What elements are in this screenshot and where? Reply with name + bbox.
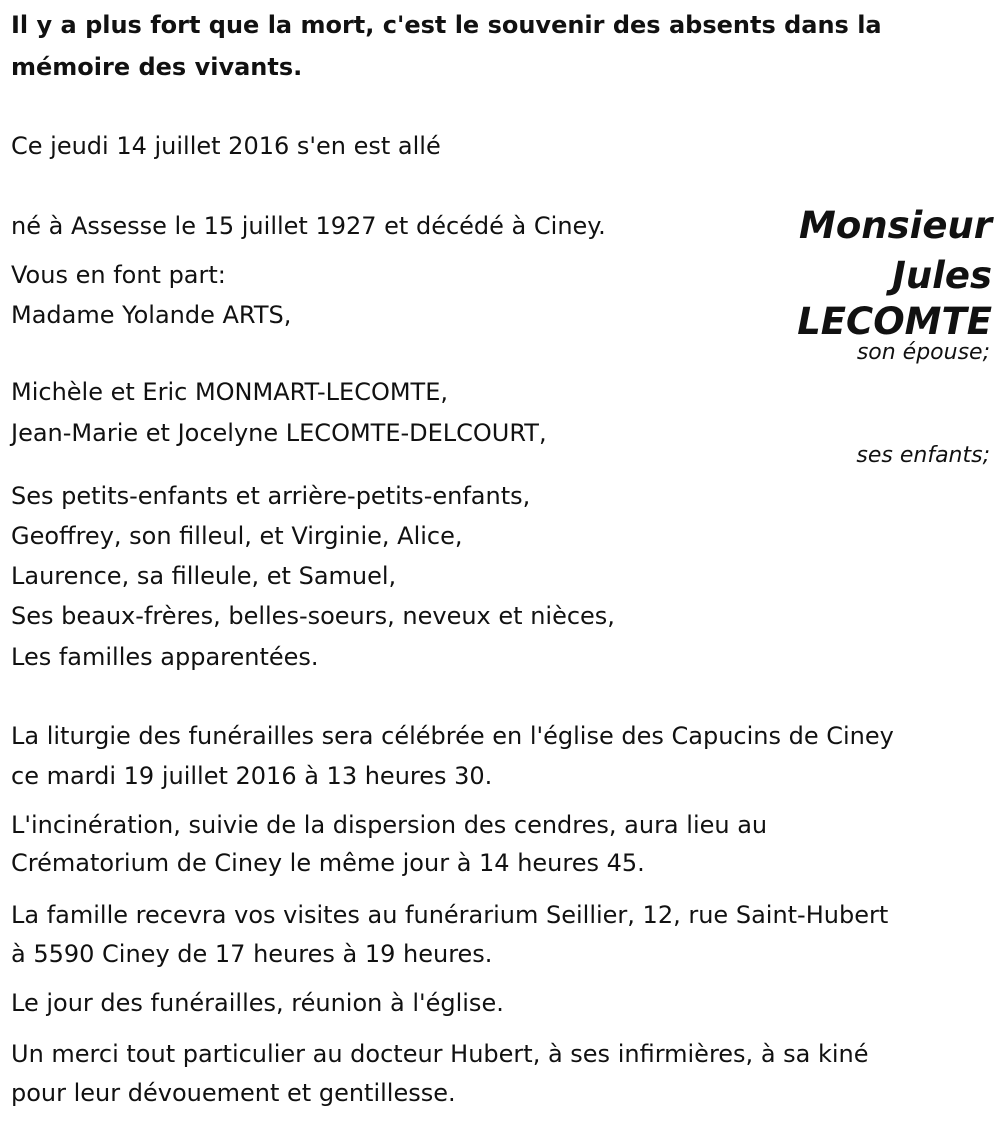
epigraph-line-2: mémoire des vivants.: [11, 53, 303, 81]
family-line-1: Ses petits-enfants et arrière-petits-enfants,: [11, 482, 531, 510]
deceased-first-name: Jules: [892, 254, 992, 297]
family-line-3: Laurence, sa filleule, et Samuel,: [11, 562, 397, 590]
child-line-1: Michèle et Eric MONMART-LECOMTE,: [11, 378, 449, 406]
ceremony-line-1: La liturgie des funérailles sera célébrée en l'église des Capucins de Ciney: [11, 722, 894, 750]
cremation-line-1: L'incinération, suivie de la dispersion des cendres, aura lieu au: [11, 811, 768, 839]
child-line-2: Jean-Marie et Jocelyne LECOMTE-DELCOURT,: [11, 419, 547, 447]
funeral-meeting-text: Le jour des funérailles, réunion à l'église.: [11, 989, 504, 1017]
thanks-line-1: Un merci tout particulier au docteur Hubert, à ses infirmières, à sa kiné: [11, 1040, 869, 1068]
birth-death-text: né à Assesse le 15 juillet 1927 et décédé à Ciney.: [11, 212, 606, 240]
announcers-intro: Vous en font part:: [11, 261, 226, 289]
cremation-line-2: Crématorium de Ciney le même jour à 14 heures 45.: [11, 849, 645, 877]
intro-text: Ce jeudi 14 juillet 2016 s'en est allé: [11, 132, 441, 160]
deceased-last-name: LECOMTE: [797, 300, 992, 343]
spouse-relation: son épouse;: [856, 340, 990, 365]
visits-line-2: à 5590 Ciney de 17 heures à 19 heures.: [11, 940, 493, 968]
children-relation: ses enfants;: [856, 443, 990, 468]
epigraph-line-1: Il y a plus fort que la mort, c'est le souvenir des absents dans la: [11, 11, 882, 39]
deceased-title: Monsieur: [799, 204, 992, 247]
family-line-4: Ses beaux-frères, belles-soeurs, neveux et nièces,: [11, 602, 615, 630]
spouse-name: Madame Yolande ARTS,: [11, 301, 292, 329]
visits-line-1: La famille recevra vos visites au funérarium Seillier, 12, rue Saint-Hubert: [11, 901, 889, 929]
thanks-line-2: pour leur dévouement et gentillesse.: [11, 1079, 456, 1107]
family-line-5: Les familles apparentées.: [11, 643, 319, 671]
ceremony-line-2: ce mardi 19 juillet 2016 à 13 heures 30.: [11, 762, 493, 790]
family-line-2: Geoffrey, son filleul, et Virginie, Alice,: [11, 522, 463, 550]
